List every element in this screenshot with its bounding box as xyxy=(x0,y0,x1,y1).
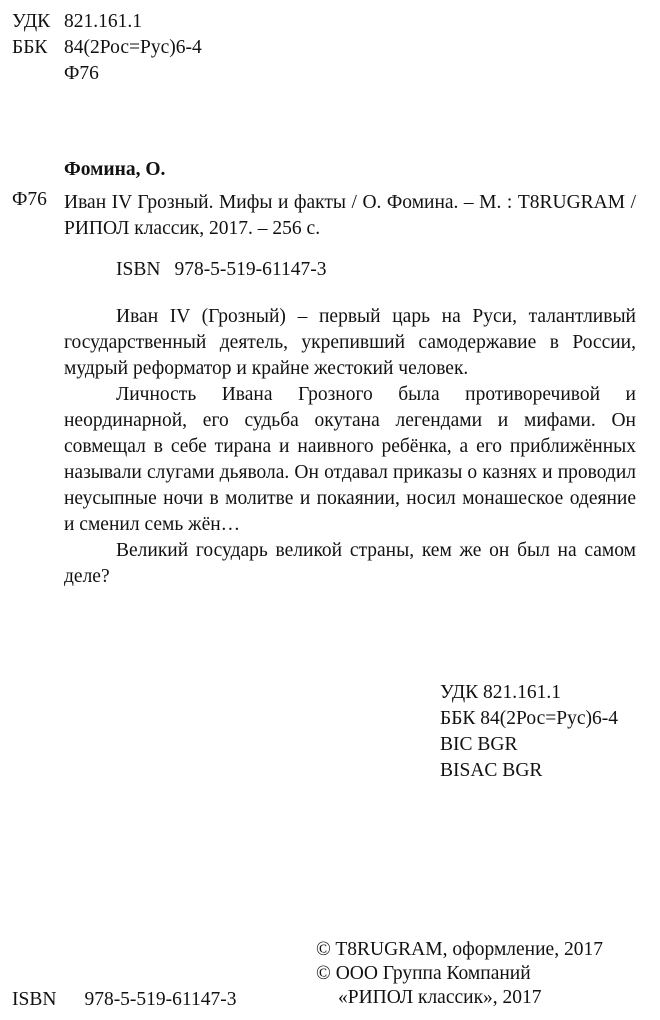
isbn-value: 978-5-519-61147-3 xyxy=(174,259,327,280)
classification-block xyxy=(440,680,618,784)
isbn-label: ISBN xyxy=(116,259,161,280)
isbn-bottom-line xyxy=(12,990,236,1010)
bbk-label: ББК xyxy=(12,37,48,58)
isbn-label: ISBN xyxy=(12,989,57,1010)
cutter-code-left: Ф76 xyxy=(12,189,47,210)
bbk-line: ББК 84(2Рос=Рус)6-4 xyxy=(440,708,619,729)
abstract-paragraph: Иван IV (Грозный) – первый царь на Руси, талантливый государственный деятель, укрепивший самодержавие в России, мудрый реформатор и крайне жестокий человек. xyxy=(64,306,636,379)
isbn-line xyxy=(116,260,326,280)
copyright-line: © T8RUGRAM, оформление, 2017 xyxy=(316,939,603,960)
isbn-value: 978-5-519-61147-3 xyxy=(84,989,237,1010)
copyright-block xyxy=(316,938,603,1010)
copyright-line: © ООО Группа Компаний xyxy=(316,963,531,984)
bic-line: BIC BGR xyxy=(440,734,518,755)
udk-value: 821.161.1 xyxy=(64,11,142,32)
abstract-paragraph: Личность Ивана Грозного была противоречивой и неординарной, его судьба окутана легендами и мифами. Он совмещал в себе тирана и наивного ребёнка, а его приближённых называли слугами дьявола. Он отдавал приказы о казнях и проводил неусыпные ночи в молитве и покаянии, носил монашеское одеяние и сменил семь жён… xyxy=(64,384,636,535)
abstract-paragraph: Великий государь великой страны, кем же он был на самом деле? xyxy=(64,540,636,587)
bbk-value: 84(2Рос=Рус)6-4 xyxy=(64,37,202,58)
book-abstract xyxy=(64,304,636,590)
udk-label: УДК xyxy=(12,11,51,32)
copyright-line: «РИПОЛ классик», 2017 xyxy=(338,987,542,1008)
bibliographic-record: Иван IV Грозный. Мифы и факты / О. Фомина. – М. : T8RUGRAM / РИПОЛ классик, 2017. – 256 с. xyxy=(64,192,636,239)
udk-line: УДК 821.161.1 xyxy=(440,682,562,703)
bisac-line: BISAC BGR xyxy=(440,760,543,781)
author-heading: Фомина, О. xyxy=(64,159,166,180)
cutter-code: Ф76 xyxy=(64,63,99,84)
